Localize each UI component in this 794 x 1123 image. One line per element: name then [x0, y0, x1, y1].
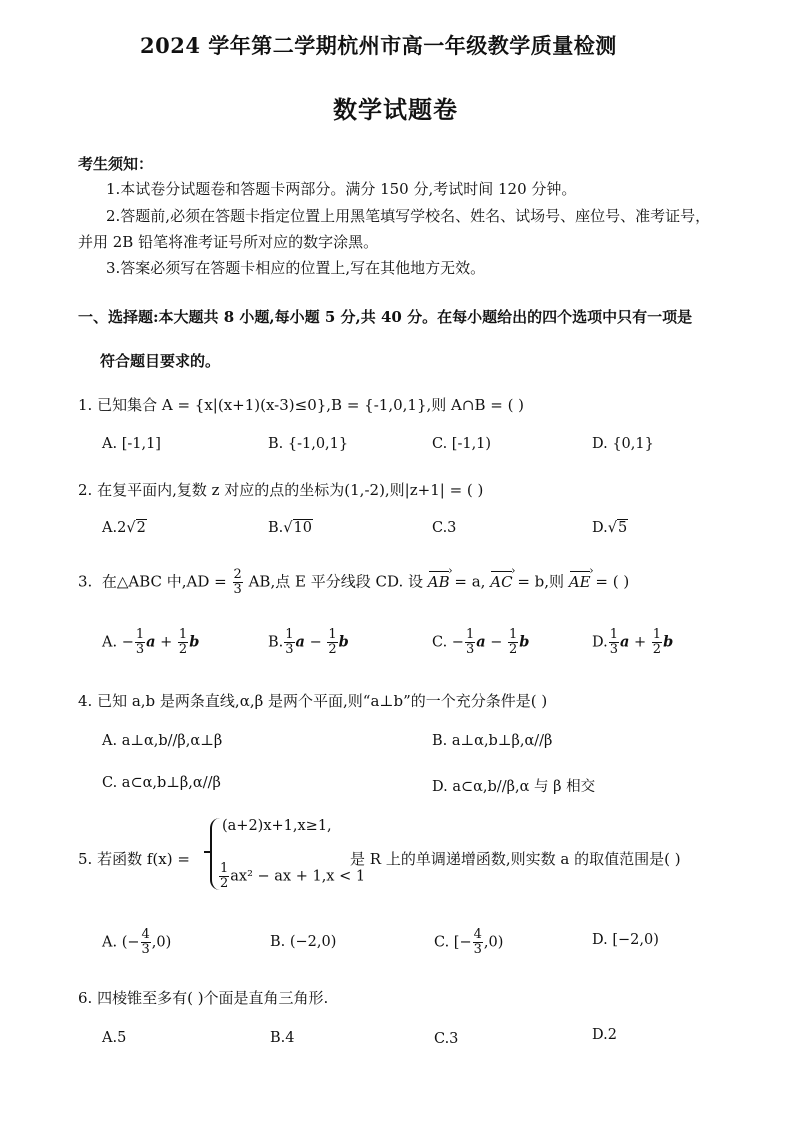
question-5-option-b: B. (−2,0) [270, 934, 337, 950]
question-2-option-d: D.√5 [592, 520, 628, 536]
section-heading: 一、选择题:本大题共 8 小题,每小题 5 分,共 40 分。在每小题给出的四个选项中只有一项是 [78, 308, 693, 326]
question-5-case-2: $\frac{1}{2}$ ax² − ax + 1,x < 1 [220, 861, 366, 891]
exam-title: 2024 学年第二学期杭州市高一年级教学质量检测 [140, 33, 617, 58]
section-heading-cont: 符合题目要求的。 [100, 352, 221, 370]
question-2-option-a: A.2√2 [102, 520, 146, 536]
question-6-option-c: C.3 [434, 1031, 459, 1047]
question-2-option-c: C.3 [432, 520, 457, 536]
paper-subtitle: 数学试题卷 [333, 95, 458, 124]
notice-item-1: 1.本试卷分试题卷和答题卡两部分。满分 150 分,考试时间 120 分钟。 [106, 180, 577, 198]
question-3-stem: 3. 在△ABC 中,AD = $\frac{2}{3}$ AB,点 E 平分线段 CD. 设 AB › = a, AC › = b,则 AE › = ( ) [78, 568, 629, 597]
question-5-option-c: C. [− $\frac{4}{3}$ ,0) [434, 927, 504, 957]
question-5-tail: 是 R 上的单调递增函数,则实数 a 的取值范围是( ) [350, 850, 681, 868]
question-1-option-c: C. [-1,1) [432, 436, 492, 452]
question-4-option-a: A. a⊥α,b//β,α⊥β [102, 733, 223, 749]
notice-item-3: 3.答案必须写在答题卡相应的位置上,写在其他地方无效。 [106, 259, 486, 277]
question-4-option-b: B. a⊥α,b⊥β,α//β [432, 733, 553, 749]
question-2-stem: 2. 在复平面内,复数 z 对应的点的坐标为(1,-2),则|z+1| = ( ) [78, 481, 484, 499]
question-6-stem: 6. 四棱锥至多有( )个面是直角三角形. [78, 989, 329, 1007]
question-2-option-b: B.√10 [268, 520, 312, 536]
question-3-option-c: C. − $\frac{1}{3}$ a − $\frac{1}{2}$ b [432, 627, 530, 657]
question-4-option-c: C. a⊂α,b⊥β,α//β [102, 775, 221, 791]
notice-item-2: 2.答题前,必须在答题卡指定位置上用黑笔填写学校名、姓名、试场号、座位号、准考证号， [106, 207, 711, 225]
question-1-option-a: A. [-1,1] [102, 436, 161, 452]
question-5-lead: 5. 若函数 f(x) = [78, 850, 190, 868]
question-1-stem: 1. 已知集合 A = {x|(x+1)(x-3)≤0},B = {-1,0,1},则 A∩B = ( ) [78, 396, 525, 414]
question-5-option-a: A. (− $\frac{4}{3}$ ,0) [102, 927, 172, 957]
question-3-option-b: B. $\frac{1}{3}$ a − $\frac{1}{2}$ b [268, 627, 349, 657]
question-6-option-b: B.4 [270, 1030, 295, 1046]
question-1-option-d: D. {0,1} [592, 436, 654, 452]
question-3-option-a: A. − $\frac{1}{3}$ a + $\frac{1}{2}$ b [102, 627, 200, 657]
notice-item-2-cont: 并用 2B 铅笔将准考证号所对应的数字涂黑。 [78, 233, 379, 251]
question-1-option-b: B. {-1,0,1} [268, 436, 349, 452]
notice-heading: 考生须知： [78, 155, 154, 173]
question-4-option-d: D. a⊂α,b//β,α 与 β 相交 [432, 779, 596, 795]
question-5-case-1: (a+2)x+1,x≥1, [222, 818, 332, 834]
question-5-option-d: D. [−2,0) [592, 932, 659, 948]
question-3-option-d: D. $\frac{1}{3}$ a + $\frac{1}{2}$ b [592, 627, 674, 657]
question-6-option-d: D.2 [592, 1027, 617, 1043]
question-4-stem: 4. 已知 a,b 是两条直线,α,β 是两个平面,则“a⊥b”的一个充分条件是( ) [78, 692, 548, 710]
piecewise-brace-tip [204, 851, 212, 853]
question-6-option-a: A.5 [102, 1030, 127, 1046]
